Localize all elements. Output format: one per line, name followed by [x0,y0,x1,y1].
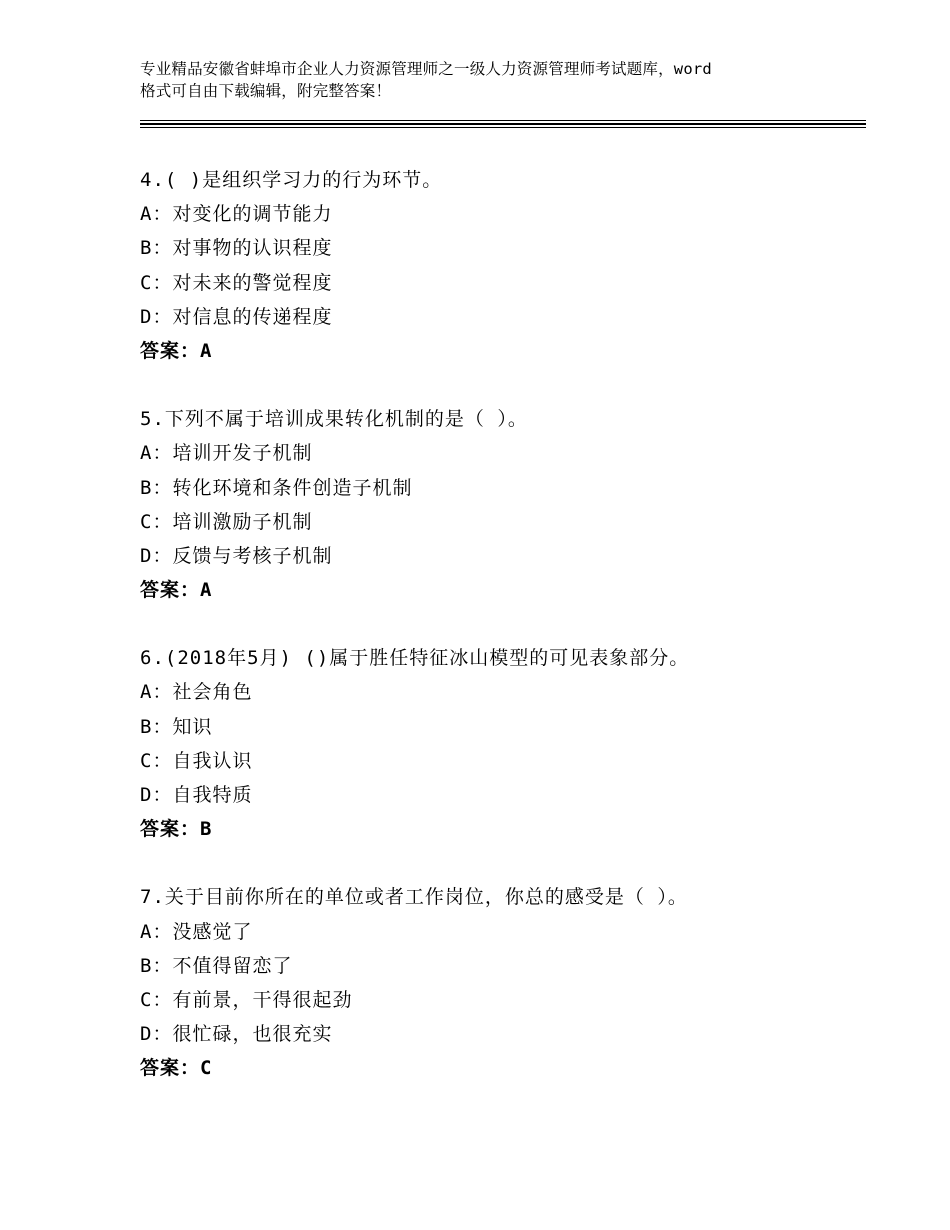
option-c: C：自我认识 [140,749,253,772]
option-c: C：有前景，干得很起劲 [140,988,353,1011]
question-stem: 7.关于目前你所在的单位或者工作岗位，你总的感受是（ ）。 [140,886,688,909]
option-a: A：培训开发子机制 [140,442,313,465]
option-a: A：社会角色 [140,681,253,704]
answer-label: 答案： [140,579,201,602]
question-stem: 4.( )是组织学习力的行为环节。 [140,169,443,191]
answer-value: B [200,818,213,841]
option-b: B：对事物的认识程度 [140,237,333,260]
question-stem: 6.(2018年5月) ()属于胜任特征冰山模型的可见表象部分。 [140,647,690,670]
document-header [140,58,840,102]
question-item [140,641,860,846]
header-line-1: 专业精品安徽省蚌埠市企业人力资源管理师之一级人力资源管理师考试题库，word [140,60,712,78]
question-list [140,163,860,1120]
option-b: B：知识 [140,715,213,738]
option-a: A：没感觉了 [140,920,253,943]
header-divider-bottom [140,127,866,128]
option-d: D：很忙碌，也很充实 [140,1023,333,1046]
answer-line [140,1051,860,1085]
header-divider-middle [140,123,866,125]
question-item [140,163,860,368]
answer-value: A [200,339,213,362]
answer-line [140,812,860,846]
header-divider-top [140,120,866,121]
question-stem: 5.下列不属于培训成果转化机制的是（ ）。 [140,408,528,431]
option-c: C：培训激励子机制 [140,510,313,533]
option-c: C：对未来的警觉程度 [140,271,333,294]
question-item [140,402,860,607]
question-item [140,880,860,1085]
header-line-2: 格式可自由下载编辑，附完整答案！ [140,82,392,100]
answer-value: A [200,579,213,602]
answer-label: 答案： [140,339,201,362]
option-b: B：不值得留恋了 [140,954,293,977]
option-d: D：对信息的传递程度 [140,305,333,328]
answer-label: 答案： [140,818,201,841]
option-b: B：转化环境和条件创造子机制 [140,476,413,499]
option-d: D：自我特质 [140,784,253,806]
option-d: D：反馈与考核子机制 [140,544,333,567]
answer-line [140,573,860,607]
option-a: A：对变化的调节能力 [140,203,333,226]
answer-label: 答案： [140,1057,201,1080]
answer-line [140,334,860,368]
answer-value: C [200,1057,213,1080]
